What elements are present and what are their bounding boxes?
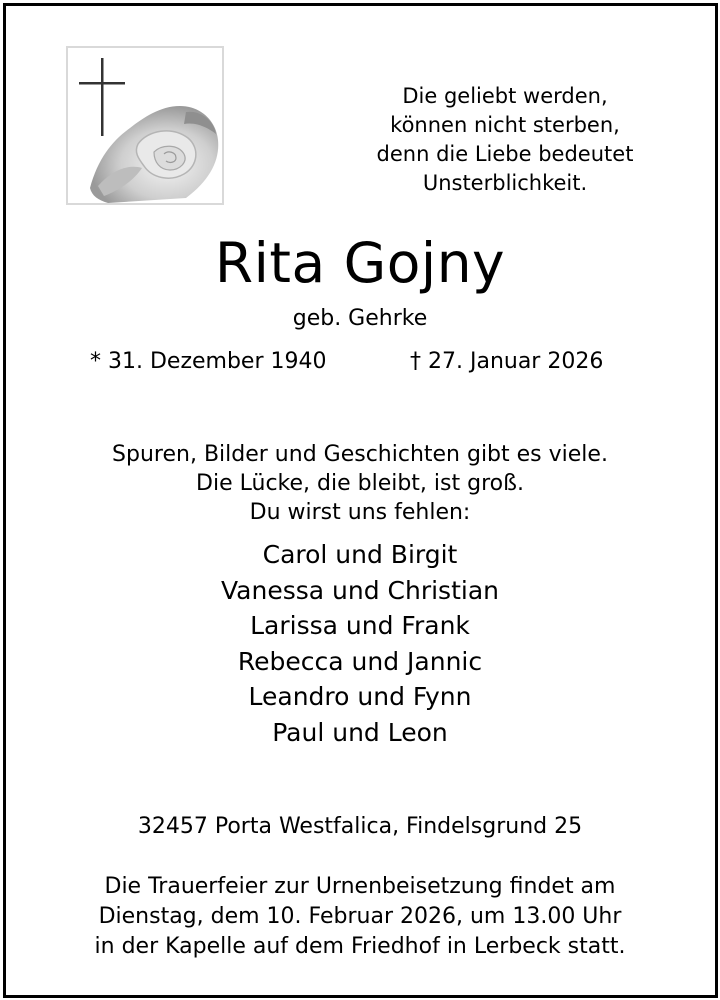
mourner-entry: Paul und Leon	[272, 717, 448, 747]
quote-line: denn die Liebe bedeutet	[376, 142, 634, 166]
rose-cross-image	[66, 46, 224, 205]
death-date: † 27. Januar 2026	[410, 349, 604, 374]
mourners-list	[0, 537, 720, 750]
service-line: Dienstag, dem 10. Februar 2026, um 13.00 Uhr	[98, 904, 622, 929]
mourner-entry: Larissa und Frank	[250, 611, 470, 640]
funeral-service-info	[0, 872, 720, 962]
quote-line: Unsterblichkeit.	[422, 171, 588, 195]
poem-line: Die Lücke, die bleibt, ist groß.	[196, 471, 524, 496]
quote-line: können nicht sterben,	[390, 113, 620, 137]
cross-icon	[79, 58, 125, 136]
epitaph-quote	[330, 82, 680, 198]
service-line: Die Trauerfeier zur Urnenbeisetzung findet am	[104, 874, 616, 899]
family-address: 32457 Porta Westfalica, Findelsgrund 25	[137, 814, 583, 839]
service-line: in der Kapelle auf dem Friedhof in Lerbeck statt.	[94, 934, 626, 959]
poem-line: Du wirst uns fehlen:	[249, 500, 471, 525]
birth-name: geb. Gehrke	[292, 306, 428, 331]
mourner-entry: Vanessa und Christian	[221, 575, 499, 605]
mourner-entry: Leandro und Fynn	[248, 682, 472, 711]
mourner-entry: Carol und Birgit	[262, 540, 458, 569]
poem-line: Spuren, Bilder und Geschichten gibt es viele.	[112, 442, 608, 467]
birth-date: * 31. Dezember 1940	[90, 349, 327, 374]
mourner-entry: Rebecca und Jannic	[237, 646, 483, 676]
farewell-poem	[0, 440, 720, 527]
deceased-name: Rita Gojny	[214, 231, 506, 295]
quote-line: Die geliebt werden,	[402, 84, 608, 108]
rose-icon	[90, 106, 218, 203]
